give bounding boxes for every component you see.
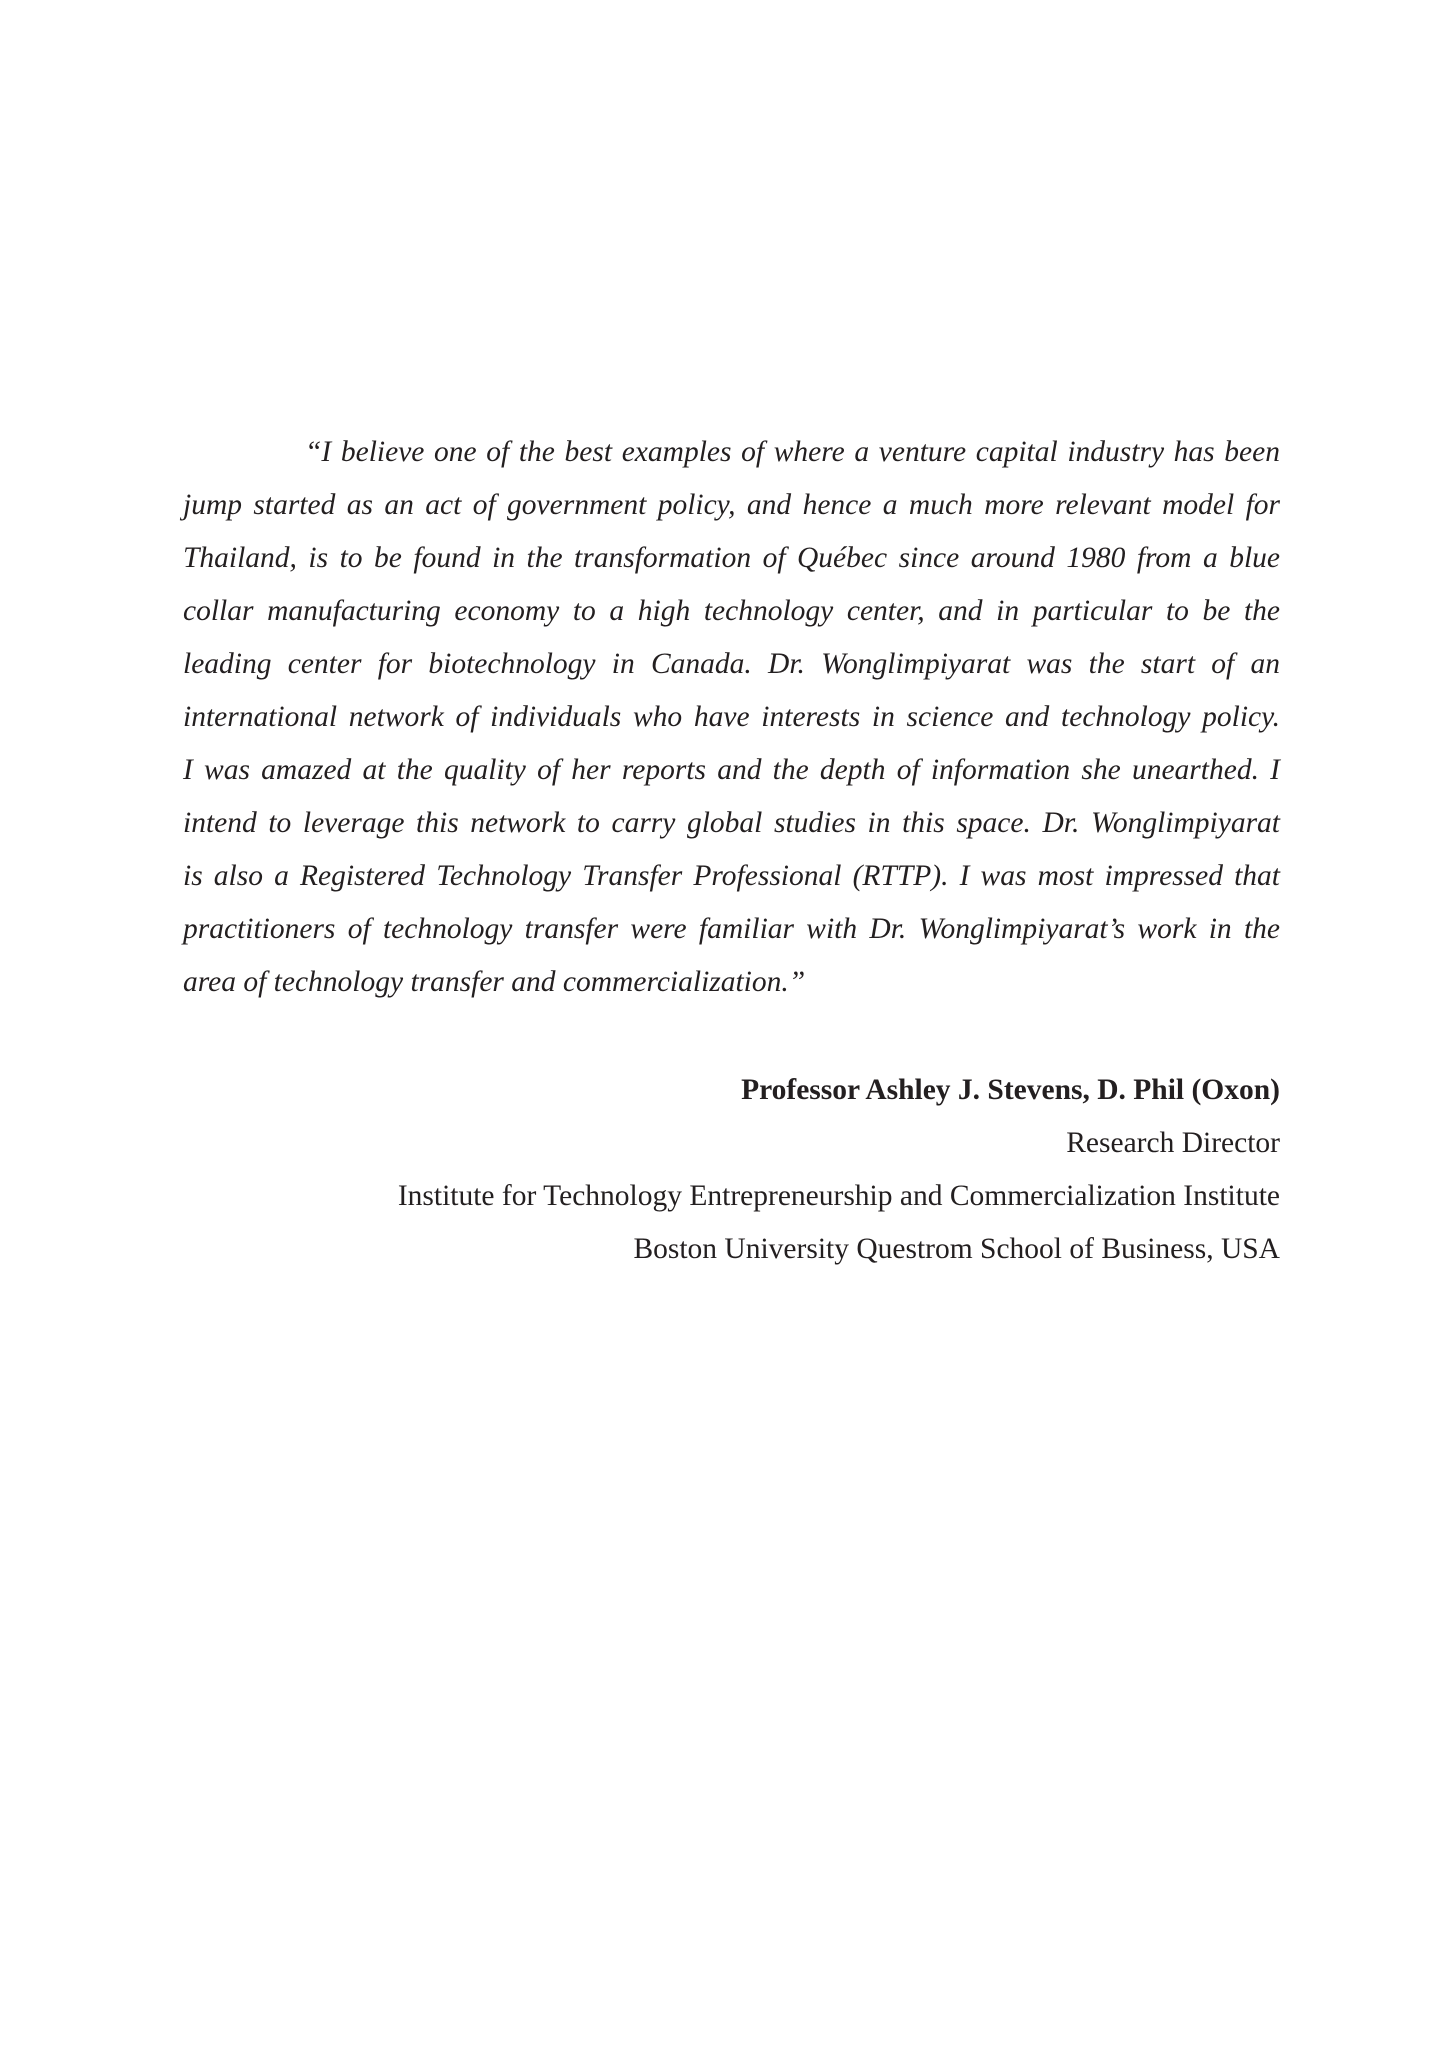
quote-line: jump started as an act of government policy, and hence a much more relevant model for: [183, 489, 1280, 521]
attribution-block: [183, 1064, 1280, 1276]
quote-line: practitioners of technology transfer were familiar with Dr. Wonglimpiyarat’s work in the: [183, 913, 1280, 945]
quote-line: I was amazed at the quality of her reports and the depth of information she unearthed. I: [183, 754, 1280, 786]
quote-line: collar manufacturing economy to a high technology center, and in particular to be the: [183, 595, 1280, 627]
author-institute: Institute for Technology Entrepreneurship and Commercialization Institute: [397, 1180, 1280, 1212]
quote-line: leading center for biotechnology in Canada. Dr. Wonglimpiyarat was the start of an: [183, 648, 1280, 680]
author-name: Professor Ashley J. Stevens, D. Phil (Oxon): [741, 1074, 1280, 1106]
quote-line: area of technology transfer and commercialization.”: [183, 966, 806, 998]
quote-line: Thailand, is to be found in the transformation of Québec since around 1980 from a blue: [183, 542, 1280, 574]
author-title: Research Director: [1066, 1127, 1280, 1159]
quote-line: is also a Registered Technology Transfer Professional (RTTP). I was most impressed that: [183, 860, 1280, 892]
testimonial-quote: [183, 426, 1280, 1009]
quote-line: intend to leverage this network to carry global studies in this space. Dr. Wonglimpiyarat: [183, 807, 1280, 839]
author-organization: Boston University Questrom School of Business, USA: [633, 1233, 1280, 1265]
quote-line: “I believe one of the best examples of where a venture capital industry has been: [305, 436, 1280, 468]
quote-line: international network of individuals who have interests in science and technology policy.: [183, 701, 1280, 733]
